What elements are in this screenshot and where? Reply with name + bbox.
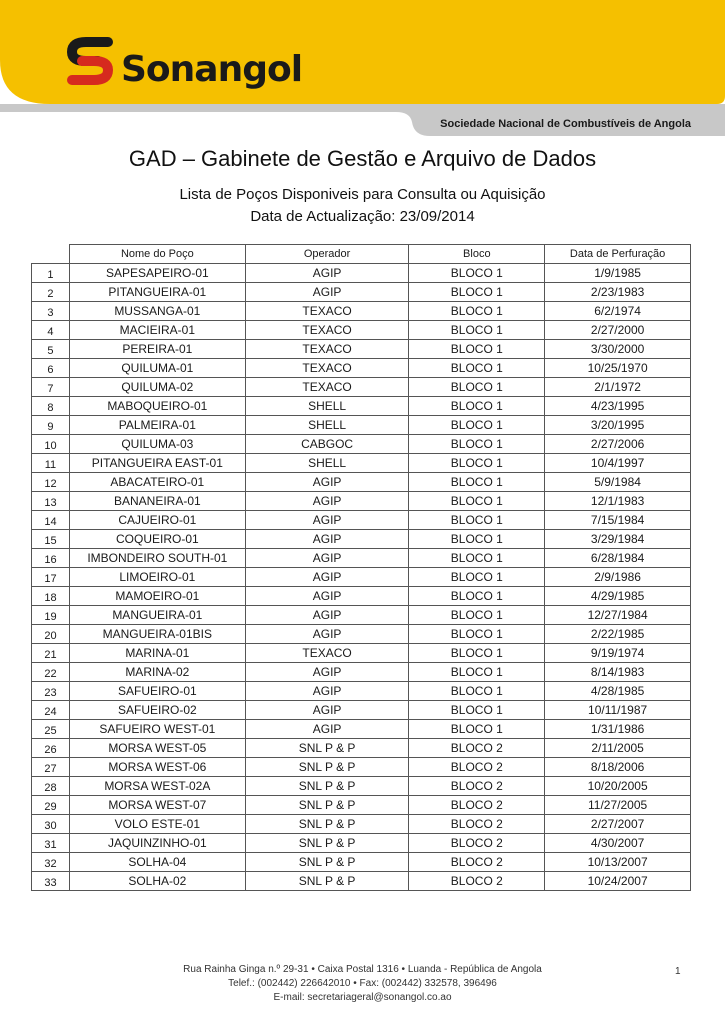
operator-cell: AGIP — [245, 492, 409, 511]
table-row — [32, 625, 691, 644]
table-row — [32, 492, 691, 511]
operator-cell: SNL P & P — [245, 777, 409, 796]
row-index-cell: 16 — [32, 549, 70, 568]
table-row — [32, 853, 691, 872]
row-index-cell: 17 — [32, 568, 70, 587]
table-row — [32, 416, 691, 435]
block-cell: BLOCO 1 — [409, 473, 545, 492]
table-row — [32, 454, 691, 473]
row-index-cell: 21 — [32, 644, 70, 663]
drilling-date-cell: 10/25/1970 — [545, 359, 691, 378]
row-index-cell: 7 — [32, 378, 70, 397]
drilling-date-cell: 10/11/1987 — [545, 701, 691, 720]
drilling-date-cell: 12/27/1984 — [545, 606, 691, 625]
well-name-cell: QUILUMA-02 — [69, 378, 245, 397]
drilling-date-cell: 2/27/2006 — [545, 435, 691, 454]
operator-cell: AGIP — [245, 283, 409, 302]
operator-cell: CABGOC — [245, 435, 409, 454]
table-row — [32, 701, 691, 720]
row-index-cell: 14 — [32, 511, 70, 530]
well-name-cell: MACIEIRA-01 — [69, 321, 245, 340]
row-index-cell: 6 — [32, 359, 70, 378]
well-name-cell: BANANEIRA-01 — [69, 492, 245, 511]
page-number: 1 — [675, 966, 681, 977]
well-name-cell: MORSA WEST-06 — [69, 758, 245, 777]
well-name-cell: MANGUEIRA-01 — [69, 606, 245, 625]
column-header-operator: Operador — [245, 245, 409, 264]
well-name-cell: ABACATEIRO-01 — [69, 473, 245, 492]
drilling-date-cell: 10/20/2005 — [545, 777, 691, 796]
operator-cell: TEXACO — [245, 302, 409, 321]
row-index-cell: 20 — [32, 625, 70, 644]
drilling-date-cell: 3/20/1995 — [545, 416, 691, 435]
row-index-cell: 15 — [32, 530, 70, 549]
table-header-row — [32, 245, 691, 264]
table-body — [32, 264, 691, 891]
table-row — [32, 321, 691, 340]
operator-cell: AGIP — [245, 511, 409, 530]
wells-table — [31, 244, 691, 891]
block-cell: BLOCO 1 — [409, 701, 545, 720]
row-index-cell: 30 — [32, 815, 70, 834]
row-index-cell: 8 — [32, 397, 70, 416]
row-index-cell: 4 — [32, 321, 70, 340]
table-row — [32, 777, 691, 796]
drilling-date-cell: 11/27/2005 — [545, 796, 691, 815]
row-index-cell: 18 — [32, 587, 70, 606]
row-index-cell: 10 — [32, 435, 70, 454]
block-cell: BLOCO 1 — [409, 549, 545, 568]
well-name-cell: PEREIRA-01 — [69, 340, 245, 359]
operator-cell: AGIP — [245, 568, 409, 587]
table-row — [32, 359, 691, 378]
operator-cell: AGIP — [245, 264, 409, 283]
well-name-cell: SAFUEIRO WEST-01 — [69, 720, 245, 739]
column-header-block: Bloco — [409, 245, 545, 264]
header-banner — [0, 0, 725, 140]
operator-cell: AGIP — [245, 587, 409, 606]
drilling-date-cell: 4/23/1995 — [545, 397, 691, 416]
operator-cell: SHELL — [245, 454, 409, 473]
operator-cell: AGIP — [245, 473, 409, 492]
block-cell: BLOCO 1 — [409, 530, 545, 549]
block-cell: BLOCO 1 — [409, 663, 545, 682]
block-cell: BLOCO 1 — [409, 378, 545, 397]
operator-cell: SNL P & P — [245, 853, 409, 872]
block-cell: BLOCO 1 — [409, 264, 545, 283]
block-cell: BLOCO 1 — [409, 454, 545, 473]
footer-address: Rua Rainha Ginga n.º 29-31 • Caixa Postal 1316 • Luanda - República de Angola — [183, 964, 542, 975]
row-index-cell: 24 — [32, 701, 70, 720]
drilling-date-cell: 10/13/2007 — [545, 853, 691, 872]
operator-cell: TEXACO — [245, 378, 409, 397]
block-cell: BLOCO 1 — [409, 302, 545, 321]
table-row — [32, 587, 691, 606]
operator-cell: AGIP — [245, 625, 409, 644]
company-full-name: Sociedade Nacional de Combustíveis de Angola — [440, 118, 691, 130]
block-cell: BLOCO 1 — [409, 606, 545, 625]
document-title: GAD – Gabinete de Gestão e Arquivo de Dados — [128, 146, 597, 171]
row-index-cell: 25 — [32, 720, 70, 739]
column-header-drilling-date: Data de Perfuração — [545, 245, 691, 264]
block-cell: BLOCO 1 — [409, 340, 545, 359]
column-header-well-name: Nome do Poço — [69, 245, 245, 264]
drilling-date-cell: 6/2/1974 — [545, 302, 691, 321]
well-name-cell: IMBONDEIRO SOUTH-01 — [69, 549, 245, 568]
drilling-date-cell: 2/22/1985 — [545, 625, 691, 644]
well-name-cell: SAFUEIRO-02 — [69, 701, 245, 720]
well-name-cell: SAPESAPEIRO-01 — [69, 264, 245, 283]
row-index-cell: 3 — [32, 302, 70, 321]
row-index-cell: 12 — [32, 473, 70, 492]
table-row — [32, 796, 691, 815]
well-name-cell: PITANGUEIRA EAST-01 — [69, 454, 245, 473]
table-row — [32, 283, 691, 302]
well-name-cell: PITANGUEIRA-01 — [69, 283, 245, 302]
table-row — [32, 815, 691, 834]
block-cell: BLOCO 2 — [409, 872, 545, 891]
block-cell: BLOCO 2 — [409, 777, 545, 796]
block-cell: BLOCO 2 — [409, 815, 545, 834]
table-row — [32, 872, 691, 891]
row-index-cell: 26 — [32, 739, 70, 758]
row-index-cell: 31 — [32, 834, 70, 853]
drilling-date-cell: 8/18/2006 — [545, 758, 691, 777]
row-index-cell: 28 — [32, 777, 70, 796]
table-row — [32, 644, 691, 663]
row-index-cell: 2 — [32, 283, 70, 302]
row-index-cell: 27 — [32, 758, 70, 777]
block-cell: BLOCO 2 — [409, 834, 545, 853]
table-row — [32, 264, 691, 283]
table-row — [32, 606, 691, 625]
drilling-date-cell: 5/9/1984 — [545, 473, 691, 492]
block-cell: BLOCO 1 — [409, 587, 545, 606]
block-cell: BLOCO 1 — [409, 416, 545, 435]
drilling-date-cell: 2/27/2000 — [545, 321, 691, 340]
row-index-cell: 33 — [32, 872, 70, 891]
block-cell: BLOCO 1 — [409, 511, 545, 530]
drilling-date-cell: 2/9/1986 — [545, 568, 691, 587]
row-index-cell: 29 — [32, 796, 70, 815]
block-cell: BLOCO 1 — [409, 435, 545, 454]
drilling-date-cell: 10/4/1997 — [545, 454, 691, 473]
row-index-cell: 13 — [32, 492, 70, 511]
well-name-cell: MORSA WEST-07 — [69, 796, 245, 815]
well-name-cell: MABOQUEIRO-01 — [69, 397, 245, 416]
drilling-date-cell: 6/28/1984 — [545, 549, 691, 568]
operator-cell: AGIP — [245, 682, 409, 701]
table-row — [32, 568, 691, 587]
block-cell: BLOCO 1 — [409, 644, 545, 663]
drilling-date-cell: 8/14/1983 — [545, 663, 691, 682]
well-name-cell: COQUEIRO-01 — [69, 530, 245, 549]
drilling-date-cell: 10/24/2007 — [545, 872, 691, 891]
operator-cell: SNL P & P — [245, 872, 409, 891]
drilling-date-cell: 3/29/1984 — [545, 530, 691, 549]
drilling-date-cell: 4/30/2007 — [545, 834, 691, 853]
well-name-cell: MUSSANGA-01 — [69, 302, 245, 321]
row-index-cell: 19 — [32, 606, 70, 625]
well-name-cell: JAQUINZINHO-01 — [69, 834, 245, 853]
table-row — [32, 511, 691, 530]
well-name-cell: MARINA-02 — [69, 663, 245, 682]
operator-cell: AGIP — [245, 701, 409, 720]
well-name-cell: QUILUMA-01 — [69, 359, 245, 378]
block-cell: BLOCO 1 — [409, 321, 545, 340]
footer-email: E-mail: secretariageral@sonangol.co.ao — [273, 992, 452, 1003]
drilling-date-cell: 9/19/1974 — [545, 644, 691, 663]
operator-cell: AGIP — [245, 663, 409, 682]
document-subtitle: Lista de Poços Disponiveis para Consulta ou Aquisição — [179, 186, 546, 203]
table-row — [32, 834, 691, 853]
operator-cell: AGIP — [245, 530, 409, 549]
well-name-cell: SOLHA-04 — [69, 853, 245, 872]
drilling-date-cell: 4/29/1985 — [545, 587, 691, 606]
row-index-cell: 23 — [32, 682, 70, 701]
drilling-date-cell: 12/1/1983 — [545, 492, 691, 511]
drilling-date-cell: 2/23/1983 — [545, 283, 691, 302]
well-name-cell: MORSA WEST-02A — [69, 777, 245, 796]
block-cell: BLOCO 2 — [409, 758, 545, 777]
drilling-date-cell: 3/30/2000 — [545, 340, 691, 359]
operator-cell: TEXACO — [245, 340, 409, 359]
block-cell: BLOCO 1 — [409, 397, 545, 416]
block-cell: BLOCO 2 — [409, 739, 545, 758]
block-cell: BLOCO 1 — [409, 492, 545, 511]
well-name-cell: VOLO ESTE-01 — [69, 815, 245, 834]
table-row — [32, 473, 691, 492]
row-index-cell: 9 — [32, 416, 70, 435]
footer-phone: Telef.: (002442) 226642010 • Fax: (002442) 332578, 396496 — [228, 978, 497, 989]
block-cell: BLOCO 1 — [409, 359, 545, 378]
operator-cell: TEXACO — [245, 321, 409, 340]
drilling-date-cell: 2/1/1972 — [545, 378, 691, 397]
drilling-date-cell: 2/11/2005 — [545, 739, 691, 758]
update-date: Data de Actualização: 23/09/2014 — [250, 208, 475, 225]
drilling-date-cell: 7/15/1984 — [545, 511, 691, 530]
well-name-cell: MANGUEIRA-01BIS — [69, 625, 245, 644]
drilling-date-cell: 1/31/1986 — [545, 720, 691, 739]
table-row — [32, 378, 691, 397]
drilling-date-cell: 2/27/2007 — [545, 815, 691, 834]
yellow-banner-shape — [0, 0, 725, 104]
well-name-cell: PALMEIRA-01 — [69, 416, 245, 435]
table-row — [32, 302, 691, 321]
block-cell: BLOCO 1 — [409, 568, 545, 587]
well-name-cell: MAMOEIRO-01 — [69, 587, 245, 606]
operator-cell: TEXACO — [245, 644, 409, 663]
table-row — [32, 530, 691, 549]
table-row — [32, 663, 691, 682]
table-row — [32, 549, 691, 568]
well-name-cell: CAJUEIRO-01 — [69, 511, 245, 530]
well-name-cell: SAFUEIRO-01 — [69, 682, 245, 701]
well-name-cell: LIMOEIRO-01 — [69, 568, 245, 587]
block-cell: BLOCO 2 — [409, 796, 545, 815]
row-index-cell: 5 — [32, 340, 70, 359]
row-index-cell: 11 — [32, 454, 70, 473]
well-name-cell: MORSA WEST-05 — [69, 739, 245, 758]
block-cell: BLOCO 1 — [409, 720, 545, 739]
table-row — [32, 758, 691, 777]
well-name-cell: QUILUMA-03 — [69, 435, 245, 454]
table-row — [32, 435, 691, 454]
block-cell: BLOCO 1 — [409, 283, 545, 302]
row-index-cell: 32 — [32, 853, 70, 872]
operator-cell: AGIP — [245, 549, 409, 568]
block-cell: BLOCO 1 — [409, 625, 545, 644]
index-header — [32, 245, 70, 264]
operator-cell: AGIP — [245, 606, 409, 625]
block-cell: BLOCO 2 — [409, 853, 545, 872]
table-row — [32, 682, 691, 701]
operator-cell: TEXACO — [245, 359, 409, 378]
operator-cell: SHELL — [245, 416, 409, 435]
row-index-cell: 22 — [32, 663, 70, 682]
operator-cell: SNL P & P — [245, 834, 409, 853]
operator-cell: SNL P & P — [245, 815, 409, 834]
drilling-date-cell: 1/9/1985 — [545, 264, 691, 283]
block-cell: BLOCO 1 — [409, 682, 545, 701]
table-row — [32, 340, 691, 359]
logo-wordmark: Sonangol — [121, 49, 303, 90]
table-row — [32, 720, 691, 739]
table-row — [32, 739, 691, 758]
row-index-cell: 1 — [32, 264, 70, 283]
well-name-cell: SOLHA-02 — [69, 872, 245, 891]
operator-cell: SNL P & P — [245, 739, 409, 758]
operator-cell: SHELL — [245, 397, 409, 416]
operator-cell: SNL P & P — [245, 758, 409, 777]
drilling-date-cell: 4/28/1985 — [545, 682, 691, 701]
well-name-cell: MARINA-01 — [69, 644, 245, 663]
operator-cell: AGIP — [245, 720, 409, 739]
table-row — [32, 397, 691, 416]
operator-cell: SNL P & P — [245, 796, 409, 815]
